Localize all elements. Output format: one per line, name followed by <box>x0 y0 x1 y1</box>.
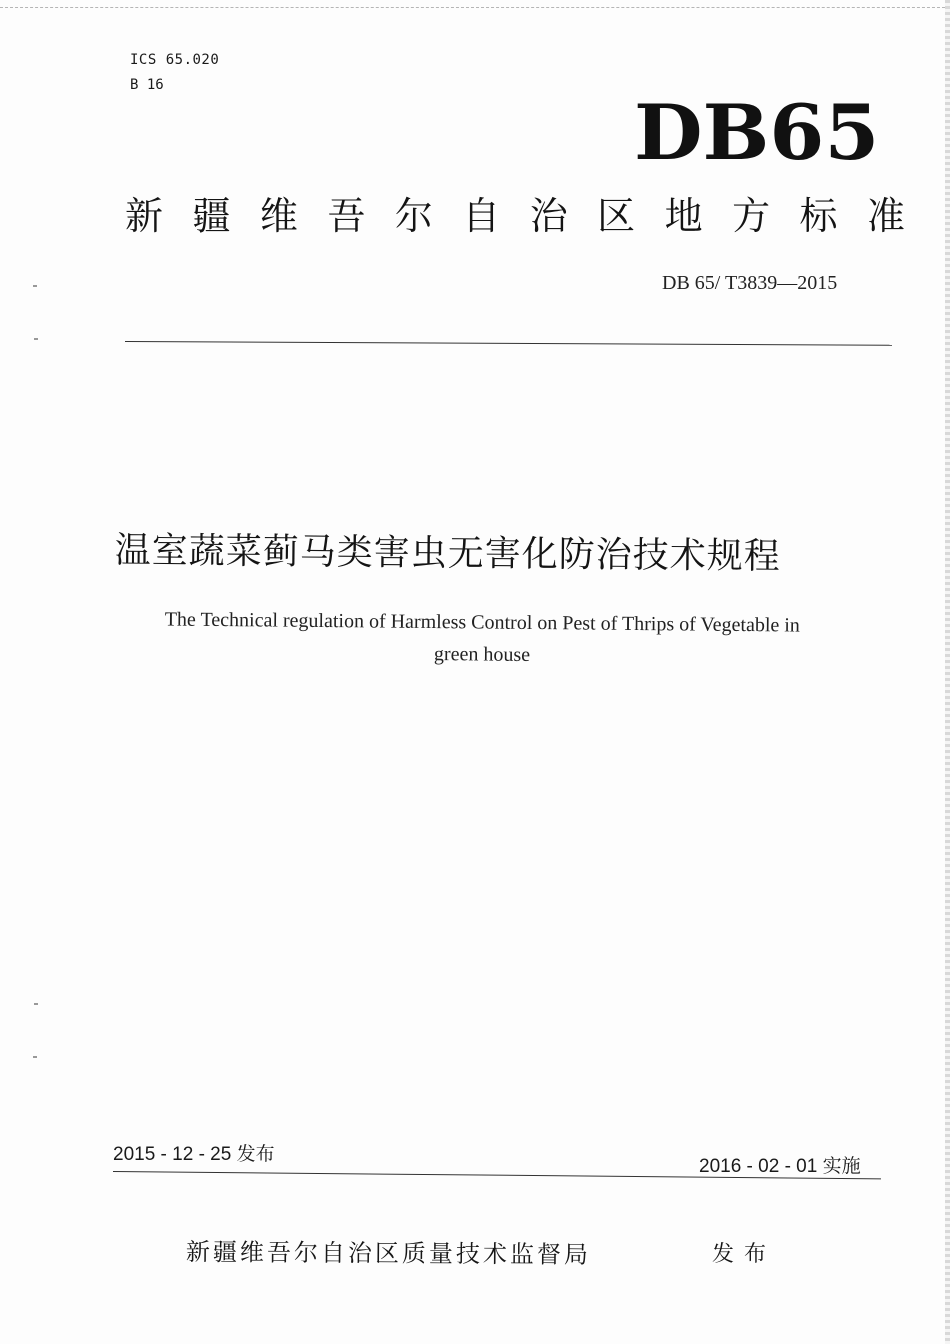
scan-speck <box>33 285 37 287</box>
org-char: 疆 <box>192 194 231 238</box>
header-divider <box>125 341 892 346</box>
org-char: 区 <box>597 194 636 238</box>
implementation-date: 2016 - 02 - 01 实施 <box>699 1156 861 1177</box>
org-char: 标 <box>799 194 838 238</box>
db65-logo: DB65 <box>634 88 880 177</box>
scan-right-edge <box>945 0 950 1344</box>
standard-number: DB 65/ T3839—2015 <box>662 272 838 294</box>
classification-code: B 16 <box>130 77 164 93</box>
org-char: 新 <box>125 194 164 238</box>
scan-speck <box>33 1056 37 1058</box>
publish-label: 发布 <box>712 1242 777 1267</box>
org-char: 尔 <box>394 194 433 238</box>
publisher-name: 新疆维吾尔自治区质量技术监督局 <box>185 1238 591 1269</box>
scan-top-border <box>0 0 950 8</box>
title-english <box>114 603 850 674</box>
org-char: 地 <box>664 194 703 238</box>
title-english-line-1: The Technical regulation of Harmless Control on Pest of Thrips of Vegetable in <box>164 608 800 637</box>
scan-speck <box>34 1003 38 1005</box>
org-char: 维 <box>259 194 298 238</box>
title-chinese: 温室蔬菜蓟马类害虫无害化防治技术规程 <box>114 529 781 578</box>
org-char: 治 <box>529 194 568 238</box>
org-char: 方 <box>732 194 771 238</box>
title-english-line-2: green house <box>433 643 531 666</box>
ics-code: ICS 65.020 <box>130 52 220 68</box>
issue-date: 2015 - 12 - 25 发布 <box>113 1144 275 1165</box>
scan-speck <box>34 338 38 340</box>
org-char: 自 <box>462 194 501 238</box>
org-char: 吾 <box>327 194 366 238</box>
org-char: 准 <box>866 194 905 238</box>
issuing-standard-type <box>125 192 905 240</box>
